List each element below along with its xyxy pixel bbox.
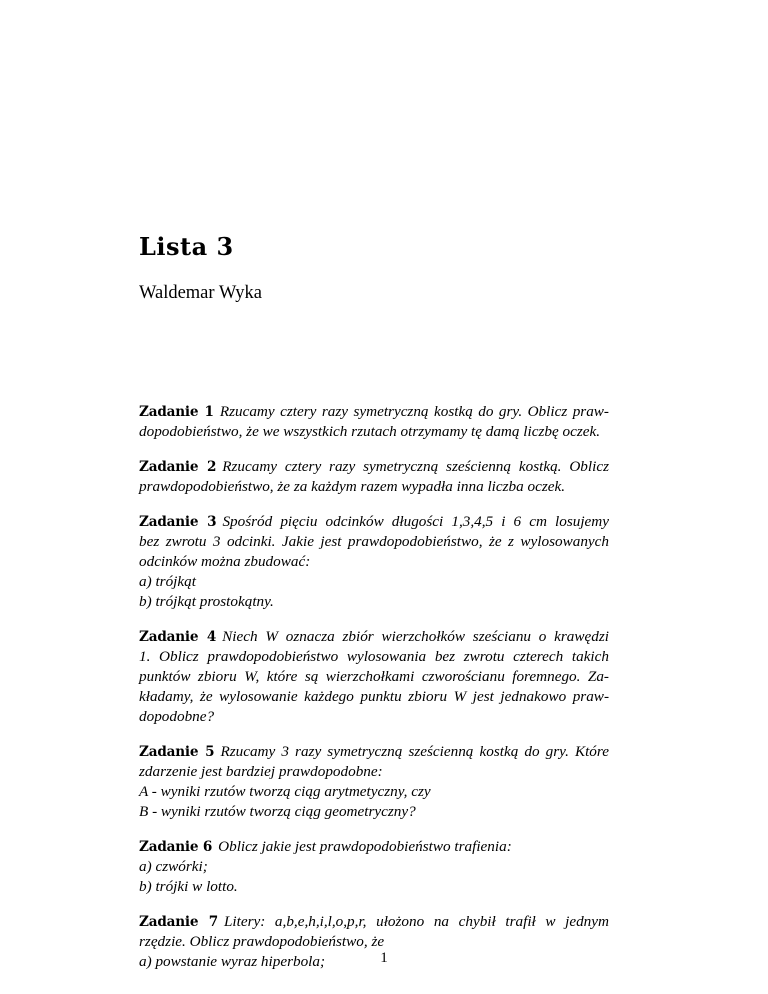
problem-line: B - wyniki rzutów tworzą ciąg geometryczny? (139, 803, 416, 820)
problem-line: zdarzenie jest bardziej prawdopodobne: (139, 763, 383, 780)
problem-line: 1. Oblicz prawdopodobieństwo wylosowania bez zwrotu czterech takich (139, 648, 609, 665)
problem-line: Zadanie 7 Litery: a,b,e,h,i,l,o,p,r, ułożono na chybił trafił w jednym (139, 913, 609, 930)
problem-4 (139, 627, 609, 727)
problem-line: Zadanie 2 Rzucamy cztery razy symetryczną sześcienną kostką. Oblicz (139, 458, 609, 475)
problem-1 (139, 402, 609, 442)
problem-label: Zadanie 2 (139, 459, 217, 475)
problem-line: A - wyniki rzutów tworzą ciąg arytmetyczny, czy (139, 783, 431, 800)
problem-6 (139, 837, 609, 897)
problem-line: b) trójki w lotto. (139, 878, 238, 895)
problem-line: dopodobne? (139, 708, 215, 725)
problem-label: Zadanie 6 (139, 839, 213, 855)
problem-line: Zadanie 6 Oblicz jakie jest prawdopodobieństwo trafienia: (139, 838, 512, 855)
problem-line: b) trójkąt prostokątny. (139, 593, 274, 610)
problem-line: rzędzie. Oblicz prawdopodobieństwo, że (139, 933, 385, 950)
problem-line: a) czwórki; (139, 858, 208, 875)
problem-label: Zadanie 7 (139, 914, 218, 930)
problem-label: Zadanie 3 (139, 514, 217, 530)
problem-line: punktów zbioru W, które są wierzchołkami czworościanu foremnego. Za- (139, 668, 609, 685)
problem-line: Zadanie 1 Rzucamy cztery razy symetryczną kostką do gry. Oblicz praw- (139, 403, 609, 420)
page-number: 1 (380, 950, 388, 966)
problem-line: Zadanie 3 Spośród pięciu odcinków długości 1,3,4,5 i 6 cm losujemy (139, 513, 609, 530)
problem-line: Zadanie 4 Niech W oznacza zbiór wierzchołków sześcianu o krawędzi (139, 628, 609, 645)
author-name: Waldemar Wyka (139, 283, 262, 303)
problem-5 (139, 742, 609, 822)
problem-list (139, 402, 609, 987)
page-title: Lista 3 (139, 232, 234, 261)
problem-label: Zadanie 4 (139, 629, 217, 645)
problem-line: dopodobieństwo, że we wszystkich rzutach otrzymamy tę damą liczbę oczek. (139, 423, 601, 440)
problem-line: a) trójkąt (139, 573, 196, 590)
problem-line: prawdopodobieństwo, że za każdym razem wypadła inna liczba oczek. (139, 478, 566, 495)
problem-3 (139, 512, 609, 612)
problem-line: kładamy, że wylosowanie każdego punktu zbioru W jest jednakowo praw- (139, 688, 609, 705)
problem-line: odcinków można zbudować: (139, 553, 311, 570)
problem-label: Zadanie 5 (139, 744, 215, 760)
problem-2 (139, 457, 609, 497)
problem-line: a) powstanie wyraz hiperbola; (139, 953, 326, 970)
problem-line: Zadanie 5 Rzucamy 3 razy symetryczną sześcienną kostką do gry. Które (139, 743, 609, 760)
problem-label: Zadanie 1 (139, 404, 214, 420)
problem-line: bez zwrotu 3 odcinki. Jakie jest prawdopodobieństwo, że z wylosowanych (139, 533, 609, 550)
